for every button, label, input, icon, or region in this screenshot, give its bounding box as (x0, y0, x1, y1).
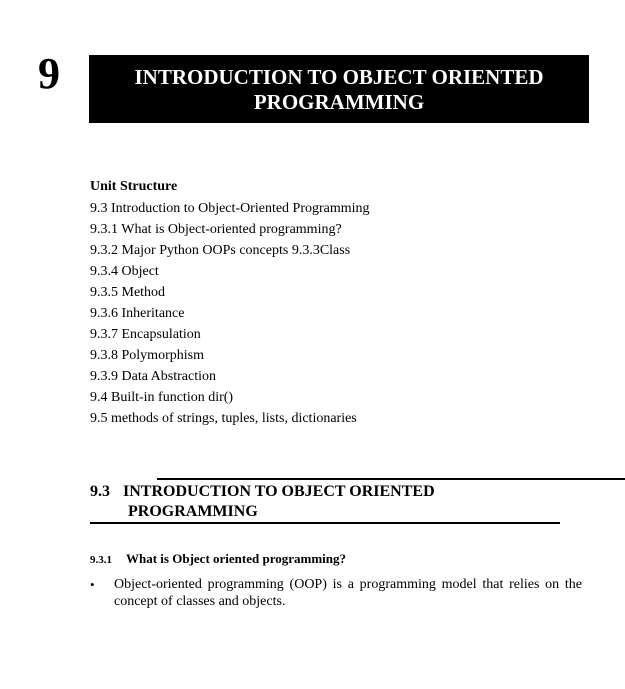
section-heading (90, 482, 435, 522)
bullet-icon: • (90, 577, 95, 592)
subsection-number: 9.3.1 (90, 554, 112, 566)
unit-item: 9.3.2 Major Python OOPs concepts 9.3.3Class (90, 243, 351, 258)
unit-item: 9.3.4 Object (90, 264, 159, 279)
unit-item: 9.3 Introduction to Object-Oriented Programming (90, 201, 370, 216)
subsection-heading (90, 550, 346, 569)
bullet-text: Object-oriented programming (OOP) is a programming model that relies on the concept of classes and objects. (114, 577, 582, 609)
section-bottom-rule (90, 522, 560, 524)
section-number: 9.3 (90, 483, 110, 500)
chapter-number: 9 (38, 49, 60, 98)
unit-item: 9.3.5 Method (90, 285, 166, 300)
unit-item: 9.3.9 Data Abstraction (90, 369, 216, 384)
unit-structure-heading: Unit Structure (90, 179, 178, 194)
unit-item: 9.5 methods of strings, tuples, lists, dictionaries (90, 411, 357, 426)
section-title-line-2: PROGRAMMING (128, 503, 258, 520)
unit-item: 9.3.7 Encapsulation (90, 327, 201, 342)
unit-item: 9.3.8 Polymorphism (90, 348, 204, 363)
unit-structure (90, 177, 570, 429)
section-top-rule (157, 478, 625, 480)
list-item (90, 576, 582, 610)
unit-item: 9.4 Built-in function dir() (90, 390, 234, 405)
section-title-line-1: INTRODUCTION TO OBJECT ORIENTED (123, 483, 435, 500)
chapter-title-banner (89, 55, 589, 123)
chapter-title-line-1: INTRODUCTION TO OBJECT ORIENTED (134, 65, 544, 89)
subsection-title: What is Object oriented programming? (126, 551, 347, 566)
unit-item: 9.3.1 What is Object-oriented programming? (90, 222, 342, 237)
unit-item: 9.3.6 Inheritance (90, 306, 185, 321)
bullet-list (90, 576, 582, 610)
chapter-title-line-2: PROGRAMMING (253, 90, 425, 114)
